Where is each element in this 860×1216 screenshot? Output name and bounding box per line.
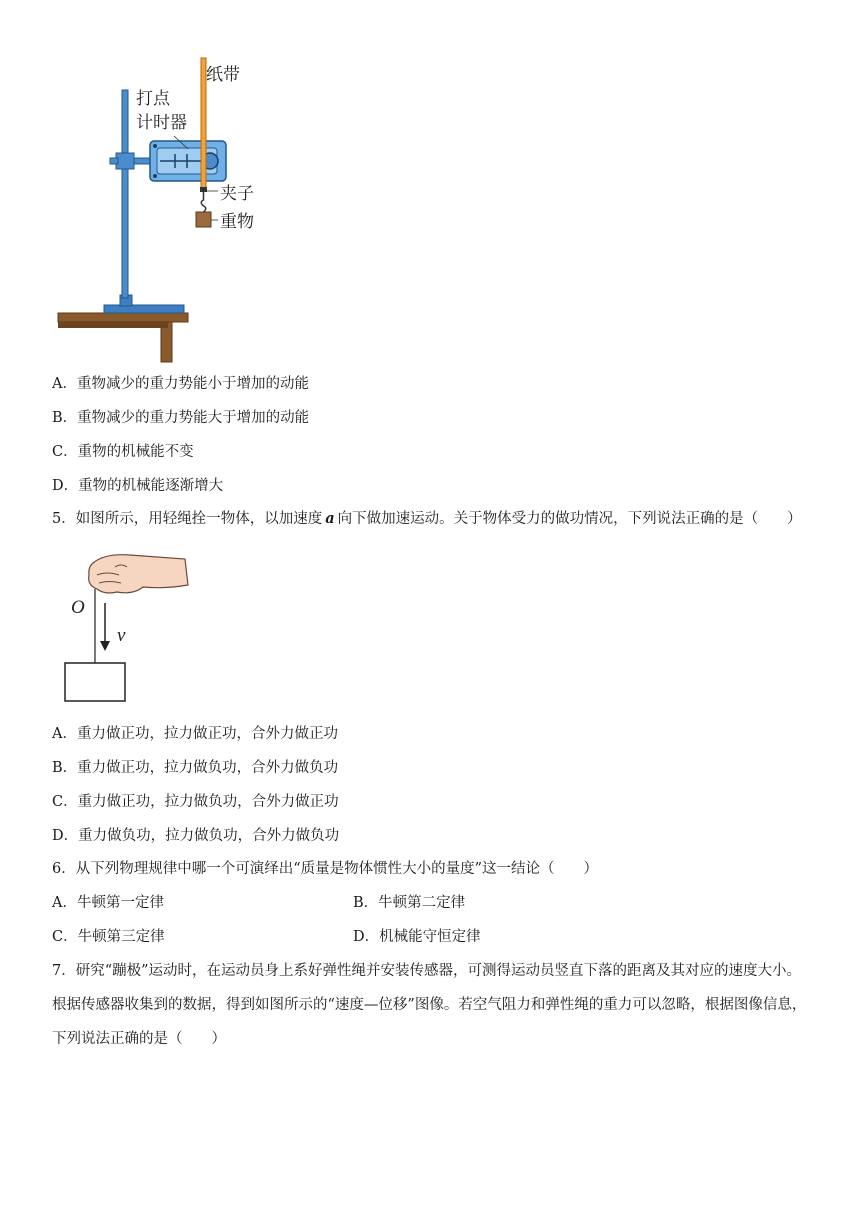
q4-option-c: C．重物的机械能不变 bbox=[52, 444, 194, 460]
label-point-o: O bbox=[71, 597, 85, 618]
q5-option-b: B．重力做正功，拉力做负功，合外力做负功 bbox=[52, 760, 339, 776]
q7-stem: 7．研究“蹦极”运动时，在运动员身上系好弹性绳并安装传感器，可测得运动员竖直下落的距离及其对应的速度大小。根据传感器收集到的数据，得到如图所示的“速度—位移”图像。若空气阻力和弹性绳的重力可以忽略，根据图像信息，下列说法正确的是（ ） bbox=[52, 963, 807, 1047]
label-clip: 夹子 bbox=[220, 184, 254, 204]
label-velocity: v bbox=[117, 625, 126, 646]
q4-option-d: D．重物的机械能逐渐增大 bbox=[52, 478, 224, 494]
q5-option-d: D．重力做负功，拉力做负功，合外力做负功 bbox=[52, 828, 340, 844]
q5-stem-pre: 5．如图所示，用轻绳拴一物体，以加速度 bbox=[52, 511, 323, 527]
label-timer-line2: 计时器 bbox=[136, 113, 187, 133]
ticker-timer-figure bbox=[40, 50, 280, 370]
hand-string-block-figure bbox=[55, 545, 205, 705]
label-weight: 重物 bbox=[220, 212, 254, 232]
q6-option-a: A．牛顿第一定律 bbox=[52, 895, 164, 911]
label-timer-line1: 打点 bbox=[136, 89, 170, 109]
q5-stem-variable: a bbox=[325, 510, 335, 527]
weight-block bbox=[196, 212, 211, 227]
q5-option-c: C．重力做正功，拉力做负功，合外力做正功 bbox=[52, 794, 339, 810]
stand-clamp bbox=[116, 153, 134, 169]
table-top bbox=[58, 313, 188, 322]
q5-stem-post: 向下做加速运动。关于物体受力的做功情况，下列说法正确的是（ ） bbox=[337, 511, 802, 527]
q6-option-c: C．牛顿第三定律 bbox=[52, 929, 165, 945]
hand bbox=[89, 555, 188, 593]
q4-option-b: B．重物减少的重力势能大于增加的动能 bbox=[52, 410, 310, 426]
stand-base bbox=[104, 305, 184, 313]
q6-stem: 6．从下列物理规律中哪一个可演绎出“质量是物体惯性大小的量度”这一结论（ ） bbox=[52, 861, 599, 877]
q5-option-a: A．重力做正功，拉力做正功，合外力做正功 bbox=[52, 726, 338, 742]
block bbox=[65, 663, 125, 701]
q5-stem bbox=[52, 509, 802, 529]
stand-rod bbox=[122, 90, 128, 298]
q4-option-a: A．重物减少的重力势能小于增加的动能 bbox=[52, 376, 309, 392]
q6-option-b: B．牛顿第二定律 bbox=[353, 895, 466, 911]
table-front bbox=[58, 322, 168, 328]
q6-option-d: D．机械能守恒定律 bbox=[353, 929, 481, 945]
label-paper-tape: 纸带 bbox=[206, 65, 240, 85]
